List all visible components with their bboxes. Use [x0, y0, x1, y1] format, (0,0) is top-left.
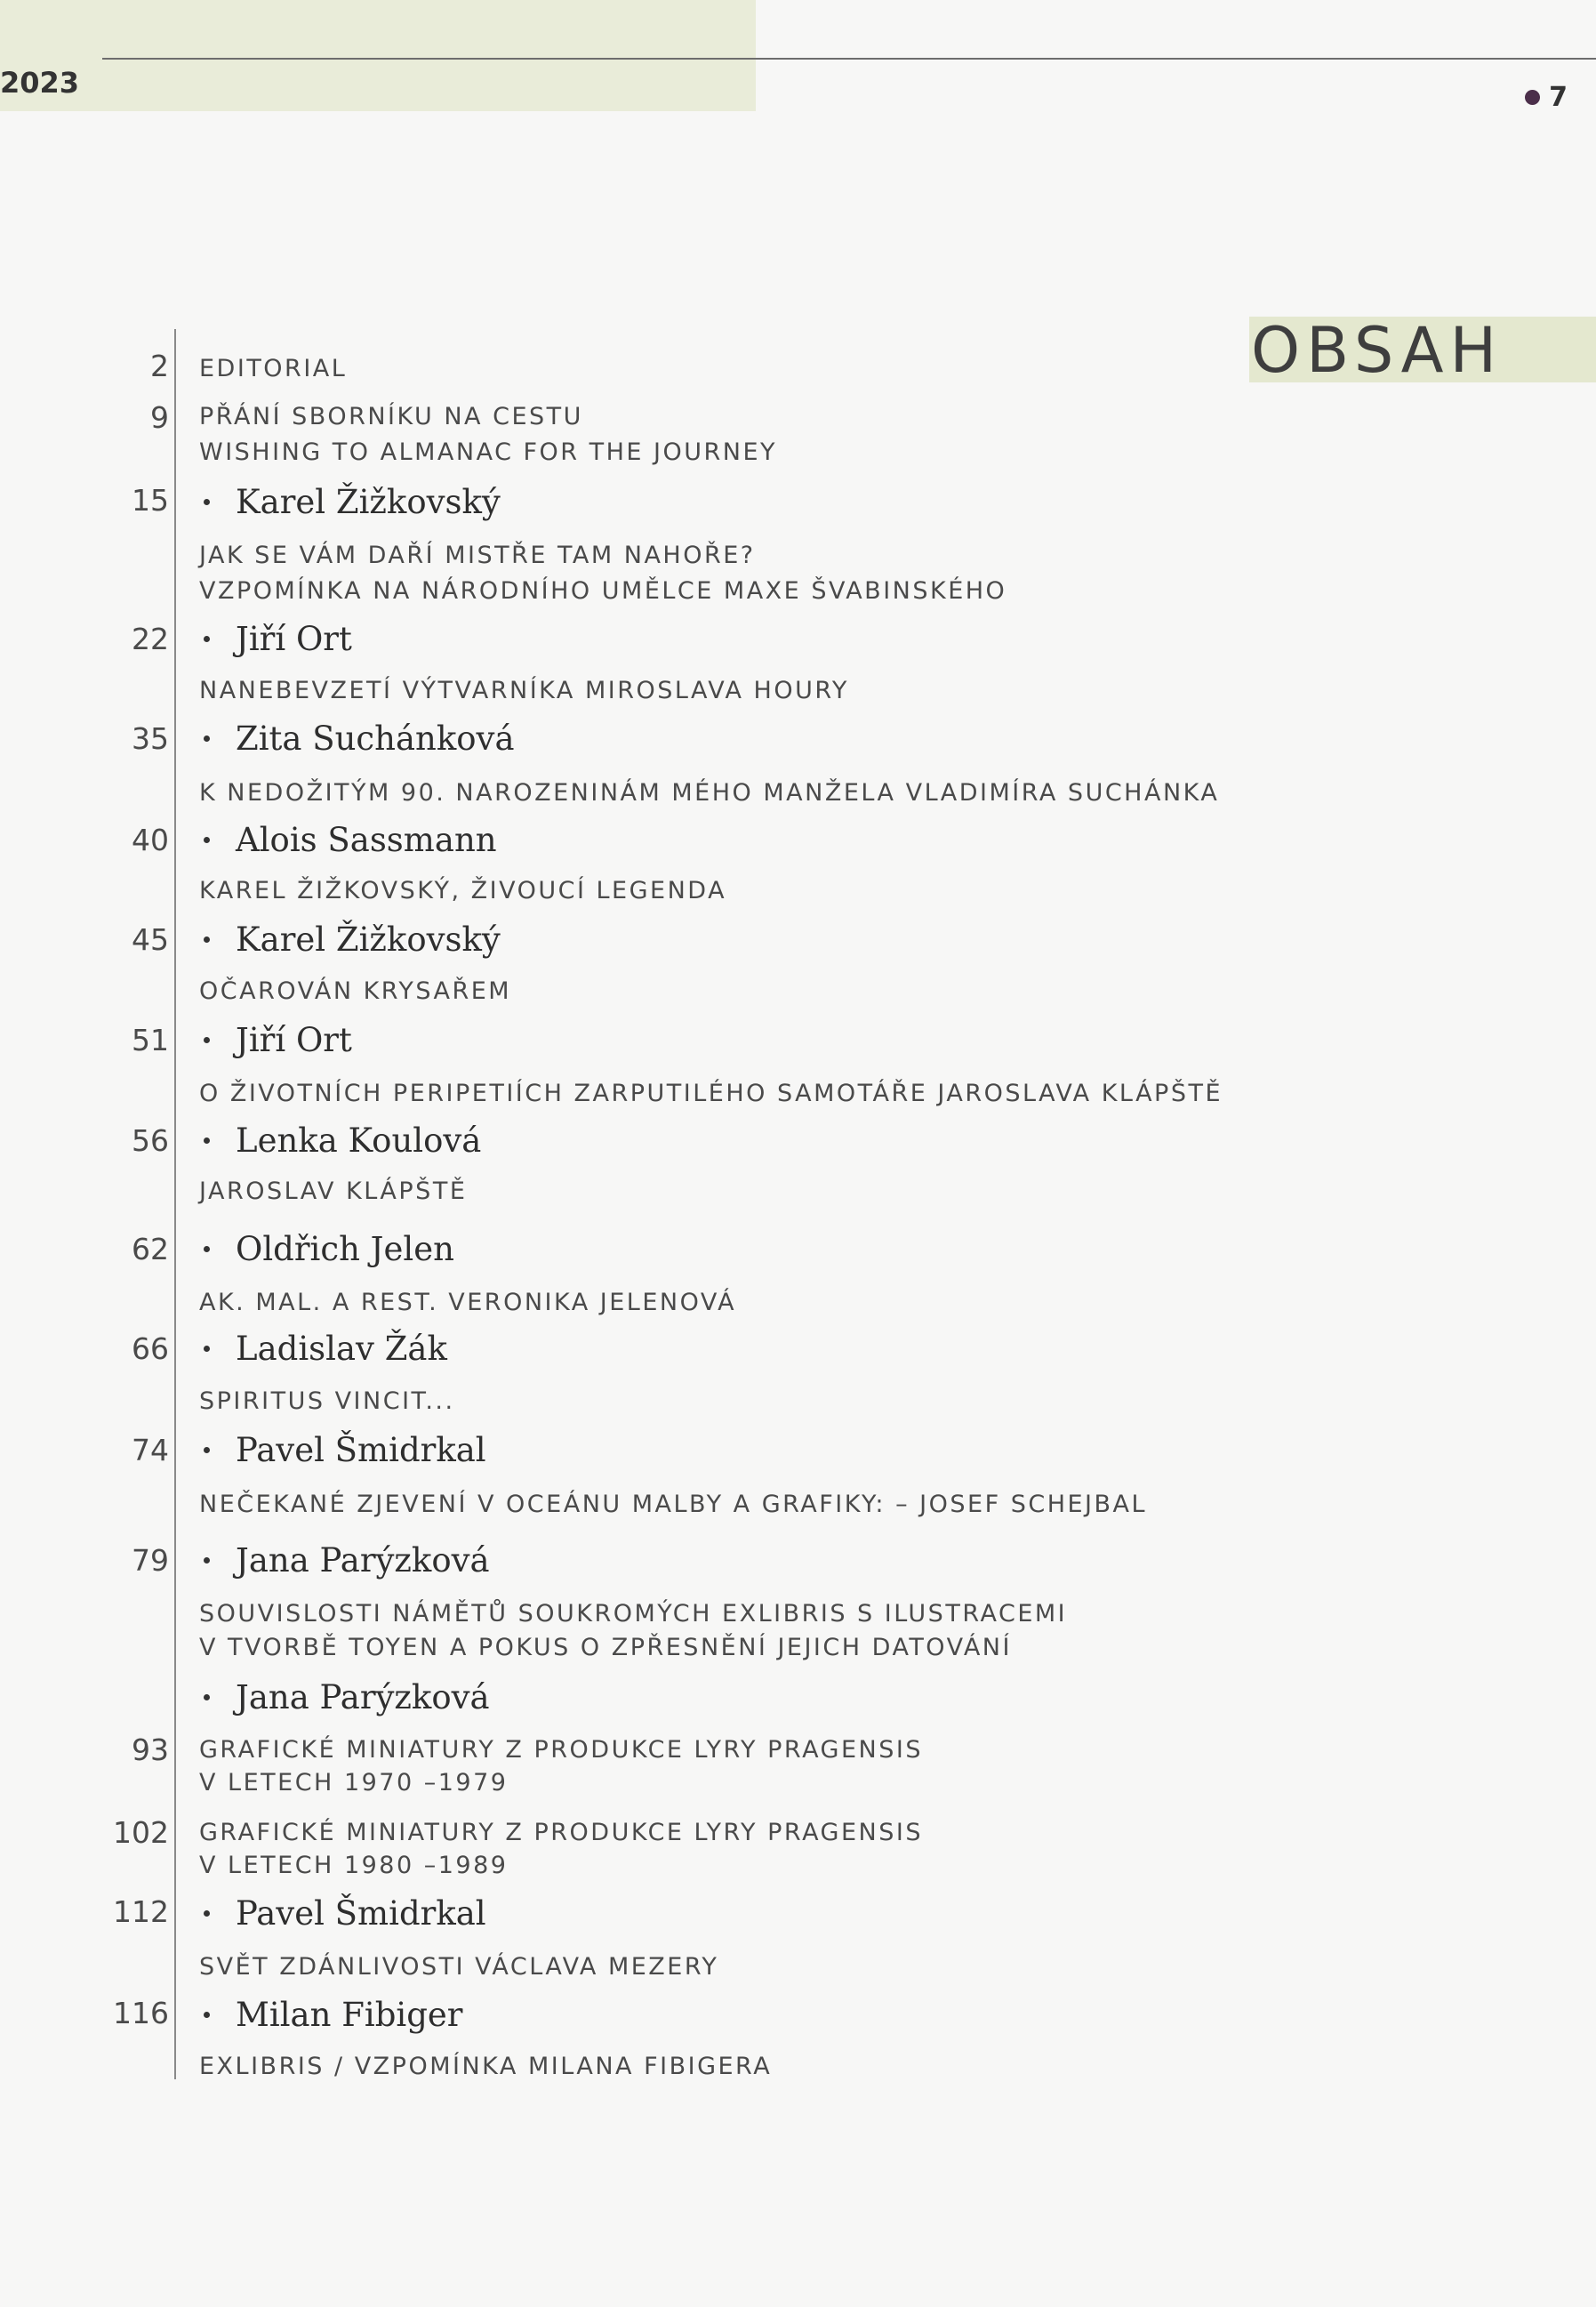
toc-title: KAREL ŽIŽKOVSKÝ, ŽIVOUCÍ LEGENDA: [199, 877, 727, 904]
toc-title: EDITORIAL: [199, 355, 348, 382]
toc-divider: [174, 329, 176, 2079]
toc-author: Karel Žižkovský: [199, 920, 501, 959]
toc-page-number: 2: [150, 349, 169, 383]
toc-page-number: 9: [150, 400, 169, 435]
toc-title: EXLIBRIS / VZPOMÍNKA MILANA FIBIGERA: [199, 2053, 773, 2080]
toc-title: GRAFICKÉ MINIATURY Z PRODUKCE LYRY PRAGENSIS: [199, 1736, 923, 1764]
toc-author: Alois Sassmann: [199, 821, 497, 859]
toc-title-english: WISHING TO ALMANAC FOR THE JOURNEY: [199, 438, 778, 466]
page-number: [1525, 82, 1568, 113]
toc-author: Jiří Ort: [199, 1021, 352, 1059]
toc-title: JAK SE VÁM DAŘÍ MISTŘE TAM NAHOŘE?: [199, 542, 756, 569]
toc-page-number: 102: [113, 1815, 169, 1850]
header-band: [0, 0, 756, 111]
toc-title: SOUVISLOSTI NÁMĚTŮ SOUKROMÝCH EXLIBRIS S ILUSTRACEMI: [199, 1600, 1068, 1628]
bullet-icon: [204, 1346, 210, 1352]
bullet-icon: [204, 1694, 210, 1700]
toc-page-number: 74: [132, 1433, 169, 1467]
toc-author: Karel Žižkovský: [199, 483, 501, 521]
bullet-icon: [204, 1037, 210, 1043]
toc-title: V LETECH 1970 –1979: [199, 1769, 509, 1797]
toc-author: Pavel Šmidrkal: [199, 1894, 486, 1933]
toc-page-number: 79: [132, 1543, 169, 1578]
toc-page-number: 56: [132, 1123, 169, 1158]
year-label: 2023: [0, 66, 80, 100]
toc-page-number: 22: [132, 622, 169, 656]
toc-page-number: 112: [113, 1894, 169, 1929]
toc-title: V TVORBĚ TOYEN A POKUS O ZPŘESNĚNÍ JEJICH DATOVÁNÍ: [199, 1634, 1012, 1661]
toc-author: Jana Parýzková: [199, 1678, 490, 1716]
header-rule: [102, 58, 1596, 60]
toc-page-number: 45: [132, 922, 169, 957]
bullet-icon: [204, 936, 210, 943]
toc-author: Ladislav Žák: [199, 1330, 447, 1368]
bullet-icon: [204, 1447, 210, 1453]
toc-title: PŘÁNÍ SBORNÍKU NA CESTU: [199, 403, 583, 430]
toc-author: Jiří Ort: [199, 620, 352, 658]
toc-author: Lenka Koulová: [199, 1121, 481, 1160]
toc-page-number: 15: [132, 483, 169, 518]
toc-title: JAROSLAV KLÁPŠTĚ: [199, 1178, 468, 1205]
bullet-icon: [204, 1246, 210, 1252]
bullet-icon: [204, 499, 210, 505]
toc-page-number: 116: [113, 1996, 169, 2030]
bullet-icon: [204, 1910, 210, 1917]
bullet-icon: [204, 636, 210, 642]
bullet-dot-icon: [1525, 90, 1540, 105]
bullet-icon: [204, 1137, 210, 1144]
toc-page-number: 62: [132, 1232, 169, 1266]
toc-author: Jana Parýzková: [199, 1541, 490, 1580]
toc-title: NEČEKANÉ ZJEVENÍ V OCEÁNU MALBY A GRAFIKY: – JOSEF SCHEJBAL: [199, 1491, 1148, 1518]
toc-author: Oldřich Jelen: [199, 1230, 454, 1268]
toc-title: OČAROVÁN KRYSAŘEM: [199, 977, 512, 1005]
toc-title: VZPOMÍNKA NA NÁRODNÍHO UMĚLCE MAXE ŠVABINSKÉHO: [199, 577, 1007, 605]
toc-title: O ŽIVOTNÍCH PERIPETIÍCH ZARPUTILÉHO SAMOTÁŘE JAROSLAVA KLÁPŠTĚ: [199, 1080, 1223, 1107]
toc-title: GRAFICKÉ MINIATURY Z PRODUKCE LYRY PRAGENSIS: [199, 1819, 923, 1846]
toc-title: SVĚT ZDÁNLIVOSTI VÁCLAVA MEZERY: [199, 1953, 719, 1981]
toc-title: V LETECH 1980 –1989: [199, 1852, 509, 1879]
toc-author: Pavel Šmidrkal: [199, 1431, 486, 1469]
bullet-icon: [204, 2012, 210, 2018]
toc-title: AK. MAL. A REST. VERONIKA JELENOVÁ: [199, 1289, 737, 1316]
bullet-icon: [204, 837, 210, 843]
toc-page-number: 93: [132, 1732, 169, 1767]
toc-title: K NEDOŽITÝM 90. NAROZENINÁM MÉHO MANŽELA VLADIMÍRA SUCHÁNKA: [199, 779, 1220, 807]
toc-title: SPIRITUS VINCIT...: [199, 1387, 455, 1415]
toc-page-number: 66: [132, 1331, 169, 1366]
toc-page-number: 51: [132, 1023, 169, 1057]
bullet-icon: [204, 1557, 210, 1563]
bullet-icon: [204, 736, 210, 742]
toc-author: Milan Fibiger: [199, 1996, 463, 2034]
toc-page-number: 35: [132, 721, 169, 756]
toc-page-number: 40: [132, 823, 169, 857]
toc-title: NANEBEVZETÍ VÝTVARNÍKA MIROSLAVA HOURY: [199, 677, 849, 704]
toc-author: Zita Suchánková: [199, 719, 515, 758]
section-title: OBSAH: [1251, 314, 1504, 387]
page-number-value: 7: [1549, 82, 1568, 113]
